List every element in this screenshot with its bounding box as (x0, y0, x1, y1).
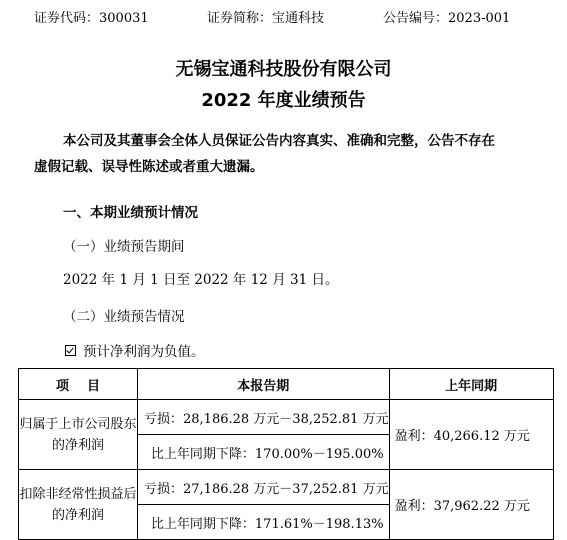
period-text: 2022 年 1 月 1 日至 2022 年 12 月 31 日。 (63, 272, 339, 288)
checked-box-icon (65, 345, 76, 356)
company-name: 无锡宝通科技股份有限公司 (175, 59, 392, 80)
notice-number: 公告编号：2023-001 (383, 11, 511, 26)
document-title: 2022 年度业绩预告 (201, 90, 366, 111)
table-row (19, 470, 554, 505)
forecast-type (65, 340, 205, 360)
current-range: 亏损：28,186.28 万元－38,252.81 万元 (138, 400, 390, 435)
prior-value: 盈利：37,962.22 万元 (389, 470, 553, 540)
header-current-period: 本报告期 (138, 369, 390, 400)
current-range: 亏损：27,186.28 万元－37,252.81 万元 (138, 470, 390, 505)
forecast-type-label: 预计净利润为负值。 (83, 344, 205, 360)
table-header-row (19, 369, 554, 400)
row-label: 归属于上市公司股东的净利润 (19, 400, 138, 470)
header-prior-period: 上年同期 (389, 369, 553, 400)
section-heading: 一、本期业绩预计情况 (63, 205, 198, 221)
subsection-forecast-heading: （二）业绩预告情况 (63, 309, 185, 325)
header-item: 项 目 (19, 369, 138, 400)
statement-line-2: 虚假记载、误导性陈述或者重大遗漏。 (34, 159, 264, 175)
subsection-period-heading: （一）业绩预告期间 (63, 239, 185, 255)
current-change: 比上年同期下降：170.00%－195.00% (138, 435, 390, 470)
statement-line-1: 本公司及其董事会全体人员保证公告内容真实、准确和完整，公告不存在 (63, 133, 495, 149)
prior-value: 盈利：40,266.12 万元 (389, 400, 553, 470)
current-change: 比上年同期下降：171.61%－198.13% (138, 505, 390, 540)
forecast-table (18, 368, 554, 540)
table-row (19, 400, 554, 435)
stock-abbreviation: 证券简称：宝通科技 (207, 11, 325, 26)
stock-code: 证券代码：300031 (34, 11, 149, 26)
row-label: 扣除非经常性损益后的净利润 (19, 470, 138, 540)
